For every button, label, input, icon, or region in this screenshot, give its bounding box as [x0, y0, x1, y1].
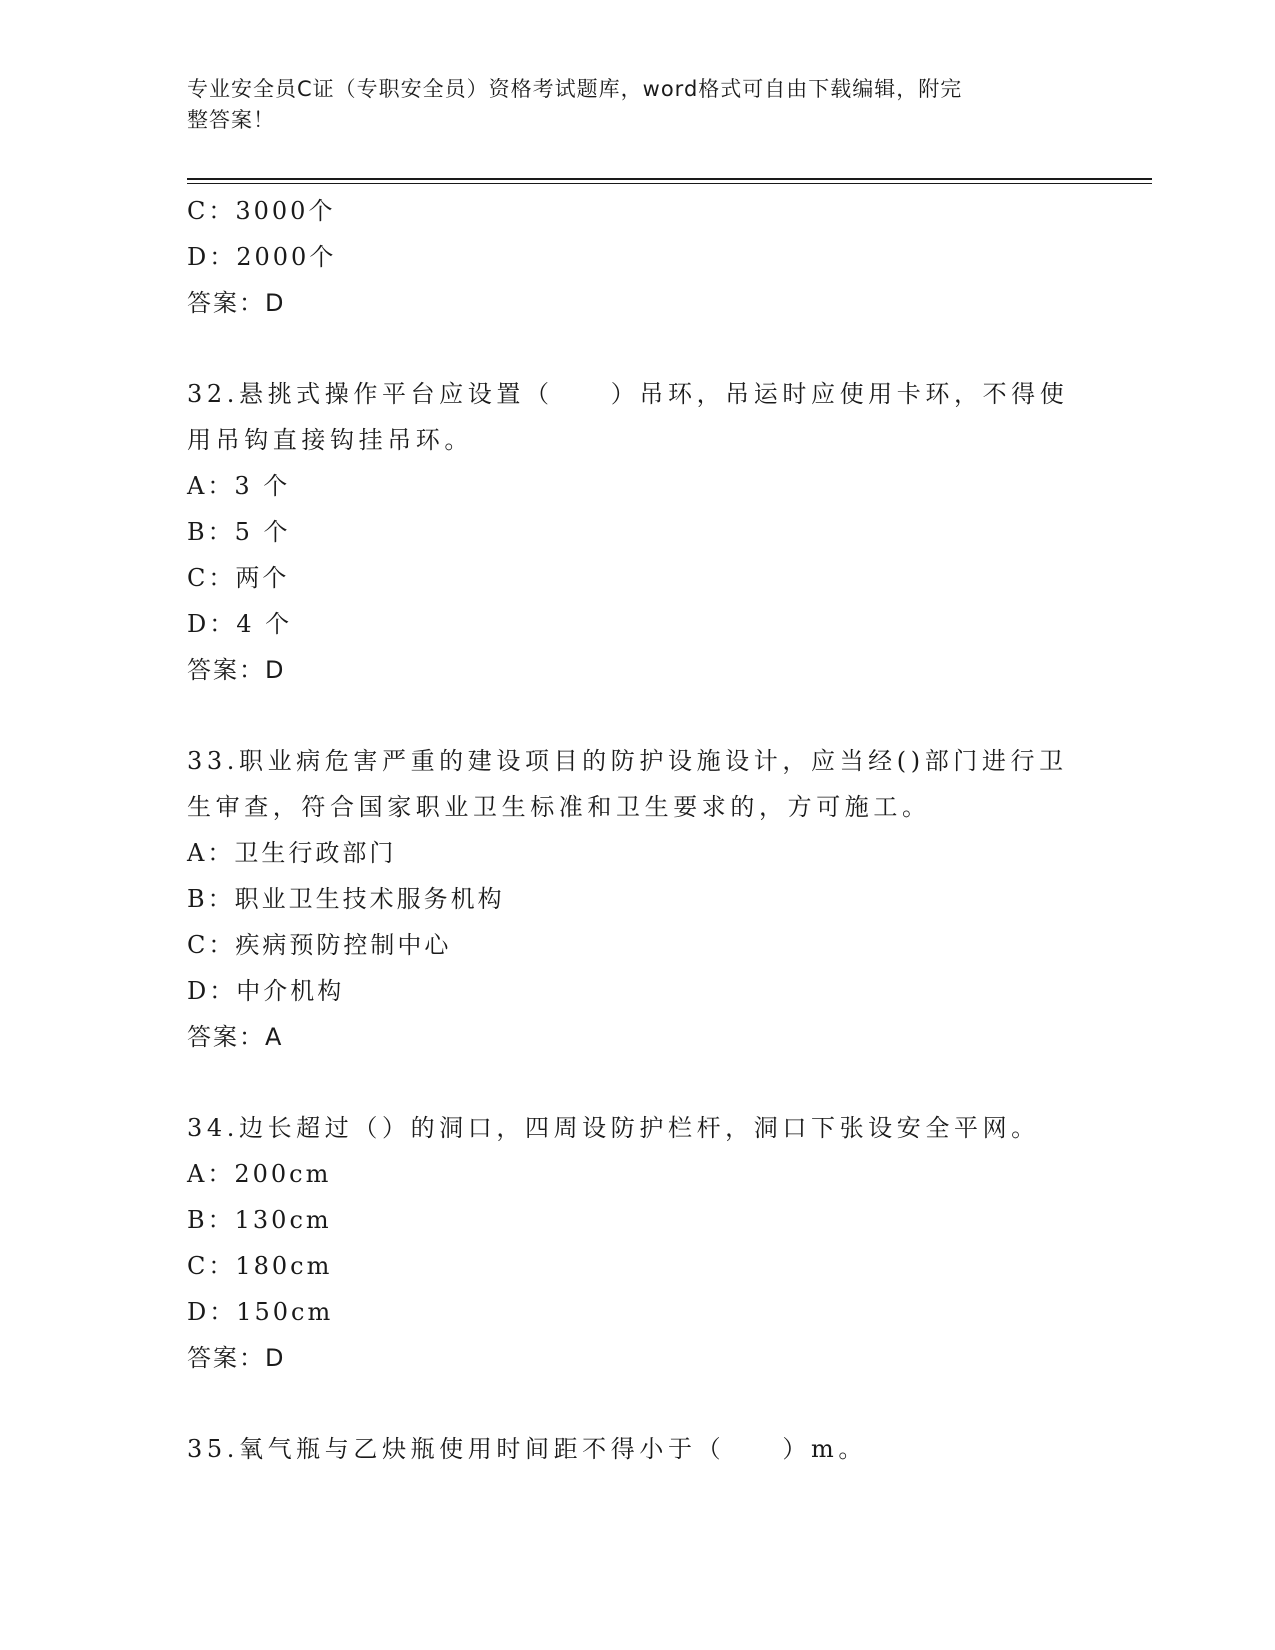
- answer-line: 答案：D: [187, 656, 286, 684]
- answer-line: 答案：A: [187, 1023, 284, 1051]
- question-35: [187, 1426, 1087, 1472]
- header-title-line-1: 专业安全员C证（专职安全员）资格考试题库，word格式可自由下载编辑，附完: [187, 77, 963, 101]
- question-text-line: 用吊钩直接钩挂吊环。: [187, 426, 473, 454]
- question-32: [187, 371, 1087, 693]
- option-d: D：4 个: [187, 610, 293, 638]
- option-d: D：2000个: [187, 243, 337, 271]
- header-rule-thin: [187, 183, 1152, 184]
- answer-line: 答案：D: [187, 1344, 286, 1372]
- option-d: D：150cm: [187, 1298, 334, 1326]
- option-c: C：180cm: [187, 1252, 333, 1280]
- question-33: [187, 738, 1087, 1060]
- question-text-line: 34.边长超过（）的洞口，四周设防护栏杆，洞口下张设安全平网。: [187, 1114, 1040, 1142]
- option-c: C：两个: [187, 564, 290, 592]
- question-text-line: 35.氧气瓶与乙炔瓶使用时间距不得小于（ ）m。: [187, 1435, 867, 1463]
- option-c: C：3000个: [187, 197, 336, 225]
- option-b: B：职业卫生技术服务机构: [187, 885, 505, 913]
- option-d: D：中介机构: [187, 977, 345, 1005]
- question-34: [187, 1105, 1087, 1381]
- question-31-tail: [187, 188, 1087, 326]
- header-rule-thick: [187, 178, 1152, 180]
- option-b: B：5 个: [187, 518, 291, 546]
- option-a: A：3 个: [187, 472, 291, 500]
- option-a: A：卫生行政部门: [187, 839, 397, 867]
- option-a: A：200cm: [187, 1160, 332, 1188]
- question-text-line: 33.职业病危害严重的建设项目的防护设施设计，应当经()部门进行卫: [187, 747, 1068, 775]
- option-c: C：疾病预防控制中心: [187, 931, 452, 959]
- answer-line: 答案：D: [187, 289, 286, 317]
- question-list: [187, 188, 1087, 1472]
- question-text-line: 生审查，符合国家职业卫生标准和卫生要求的，方可施工。: [187, 793, 931, 821]
- header-title-line-2: 整答案！: [187, 108, 275, 132]
- document-header: [187, 74, 1067, 136]
- question-text-line: 32.悬挑式操作平台应设置（ ）吊环，吊运时应使用卡环，不得使: [187, 380, 1069, 408]
- option-b: B：130cm: [187, 1206, 332, 1234]
